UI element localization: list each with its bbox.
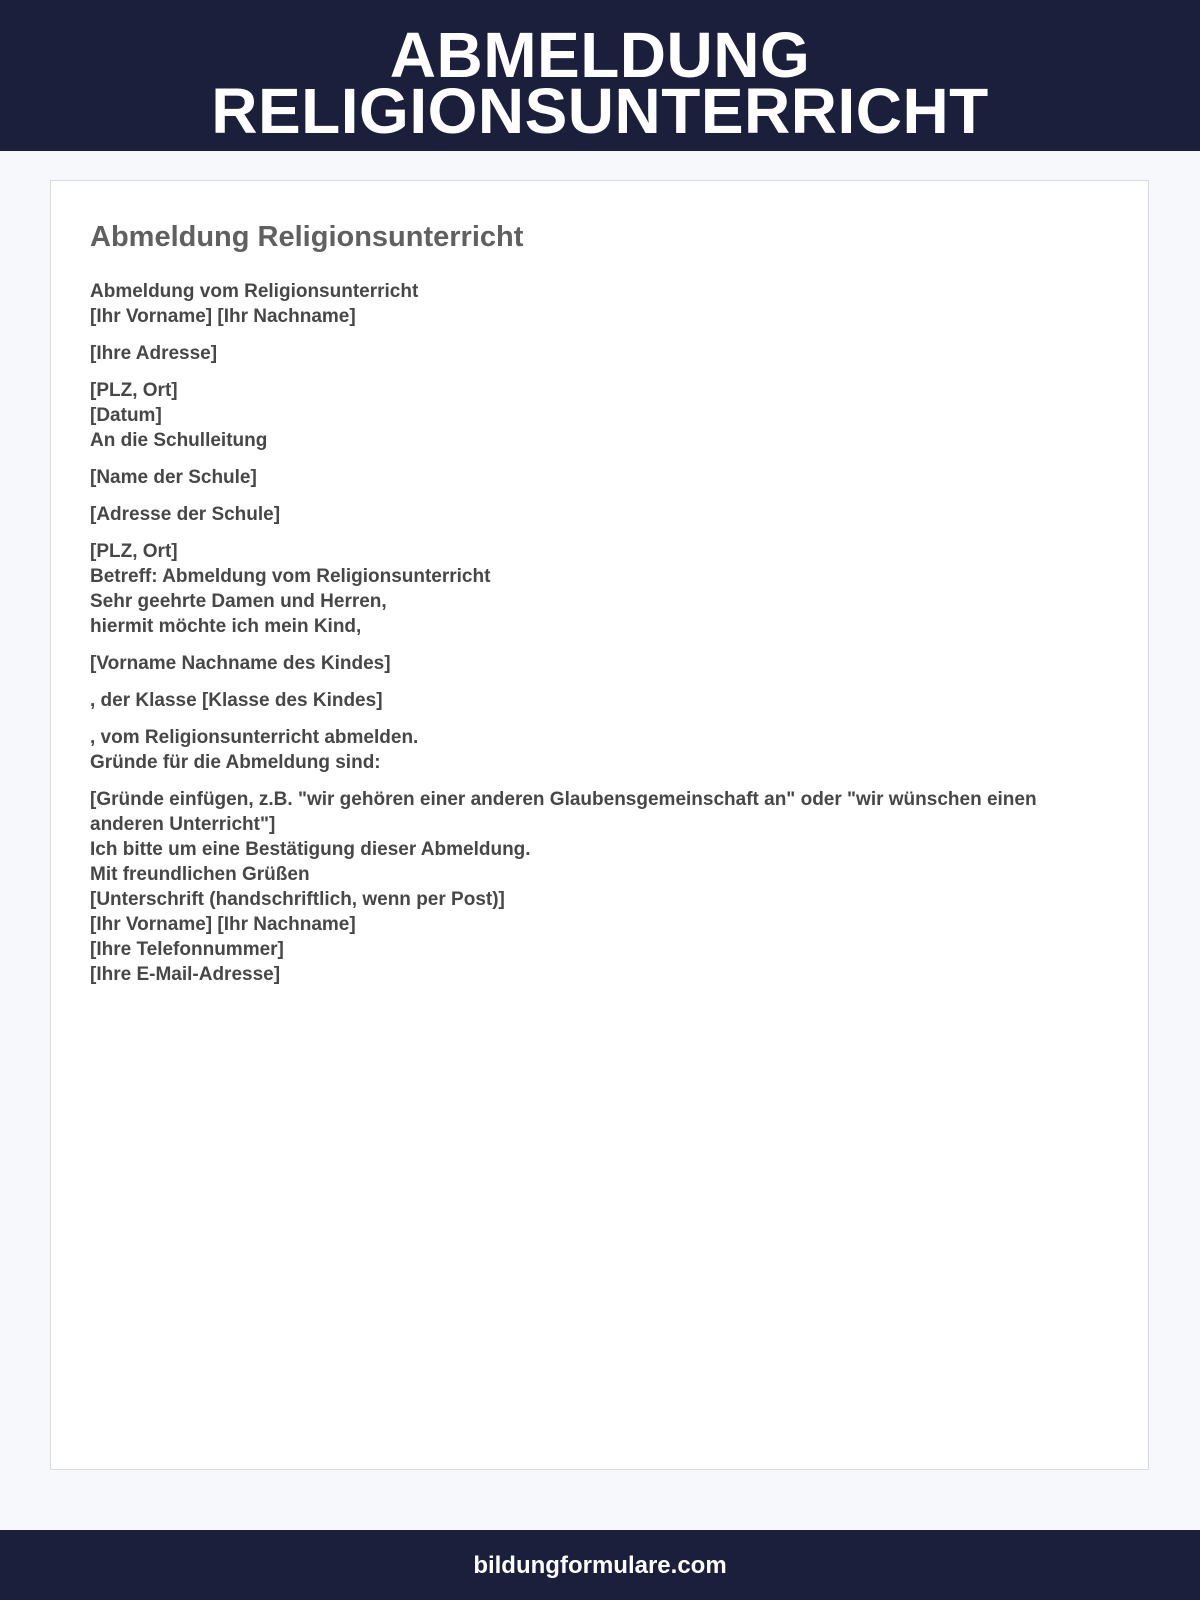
- letter-paragraph: [Name der Schule]: [90, 467, 257, 488]
- document-card: [50, 180, 1149, 1470]
- footer-site-name: bildungformulare.com: [473, 1552, 727, 1579]
- letter-paragraph: Abmeldung vom Religionsunterricht [Ihr Vorname] [Ihr Nachname]: [90, 281, 419, 327]
- letter-paragraph: , der Klasse [Klasse des Kindes]: [90, 690, 383, 711]
- header-title-line-1: ABMELDUNG: [389, 19, 811, 91]
- letter-paragraph: [Vorname Nachname des Kindes]: [90, 653, 391, 674]
- page-header: [0, 0, 1200, 151]
- letter-paragraph: [PLZ, Ort] Betreff: Abmeldung vom Religionsunterricht Sehr geehrte Damen und Herren, hiermit möchte ich mein Kind,: [90, 541, 491, 637]
- letter-paragraph: , vom Religionsunterricht abmelden. Gründe für die Abmeldung sind:: [90, 727, 419, 773]
- header-title-line-2: RELIGIONSUNTERRICHT: [211, 75, 989, 147]
- letter-paragraph: [Adresse der Schule]: [90, 504, 281, 525]
- letter-paragraph: [Gründe einfügen, z.B. "wir gehören einer anderen Glaubensgemeinschaft an" oder "wir wünschen einen anderen Unterricht"] Ich bitte um eine Bestätigung dieser Abmeldung. Mit freundlichen Grüßen [Unterschrift (handschriftlich, wenn per Post)] [Ihr Vorname] [Ihr Nachname] [Ihre Telefonnummer] [Ihre E-Mail-Adresse]: [90, 789, 1037, 985]
- document-title: Abmeldung Religionsunterricht: [90, 221, 524, 253]
- header-title: [0, 0, 1200, 147]
- letter-paragraph: [Ihre Adresse]: [90, 343, 218, 364]
- page-footer: [0, 1530, 1200, 1600]
- letter-paragraph: [PLZ, Ort] [Datum] An die Schulleitung: [90, 380, 268, 451]
- letter-body: [90, 279, 1100, 999]
